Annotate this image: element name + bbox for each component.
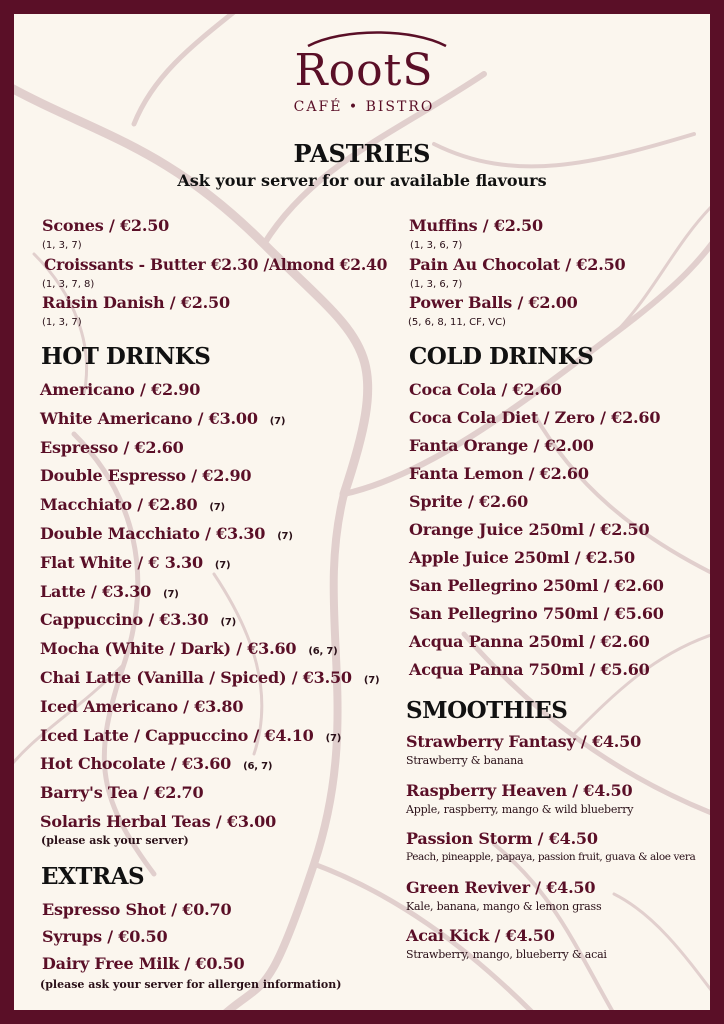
pastries-subtitle: Ask your server for our available flavours (177, 171, 547, 190)
smoothie-item (406, 926, 695, 975)
smoothie-name: Acai Kick / €4.50 (406, 926, 555, 945)
cold-drink-item: Coca Cola Diet / Zero / €2.60 (409, 408, 661, 427)
smoothie-item (406, 732, 695, 781)
smoothie-item (406, 878, 695, 927)
smoothie-item (406, 829, 695, 878)
extras-list (42, 900, 341, 991)
hot-drink-item: Chai Latte (Vanilla / Spiced) / €3.50 (7) (40, 667, 380, 687)
pastry-allergens: (1, 3, 7) (42, 317, 82, 328)
hot-drink-item: Double Macchiato / €3.30 (7) (40, 523, 293, 543)
cold-drink-item: Acqua Panna 250ml / €2.60 (409, 632, 650, 651)
hot-drinks-title: HOT DRINKS (41, 343, 211, 370)
extras-title: EXTRAS (41, 863, 145, 890)
extra-item: Dairy Free Milk / €0.50 (42, 954, 245, 973)
smoothie-name: Strawberry Fantasy / €4.50 (406, 732, 642, 751)
smoothies-title: SMOOTHIES (406, 697, 568, 724)
hot-drink-item: Latte / €3.30 (7) (40, 581, 179, 601)
extra-item: Syrups / €0.50 (42, 927, 168, 946)
smoothie-description: Kale, banana, mango & lemon grass (406, 899, 602, 913)
logo-wordmark: RootS (294, 45, 434, 96)
pastry-item: Raisin Danish / €2.50 (42, 293, 230, 312)
smoothie-item (406, 781, 695, 830)
cold-drink-item: Apple Juice 250ml / €2.50 (409, 548, 635, 567)
smoothie-name: Green Reviver / €4.50 (406, 877, 596, 897)
hot-drinks-note: (please ask your server) (41, 833, 189, 847)
hot-drink-item: White Americano / €3.00 (7) (40, 408, 286, 428)
pastry-item: Muffins / €2.50 (409, 216, 543, 235)
hot-drink-item: Iced Latte / Cappuccino / €4.10 (7) (40, 725, 342, 745)
hot-drink-item: Solaris Herbal Teas / €3.00 (40, 811, 276, 831)
hot-drink-item: Mocha (White / Dark) / €3.60 (6, 7) (40, 639, 338, 659)
hot-drink-item: Flat White / € 3.30 (7) (40, 552, 231, 572)
cold-drink-item: Fanta Orange / €2.00 (409, 436, 594, 455)
pastry-item: Pain Au Chocolat / €2.50 (409, 255, 626, 274)
extra-item: Espresso Shot / €0.70 (42, 900, 232, 919)
cold-drink-item: Fanta Lemon / €2.60 (409, 464, 589, 483)
pastry-allergens: (5, 6, 8, 11, CF, VC) (408, 317, 506, 328)
smoothies-list (406, 732, 695, 975)
hot-drink-item: Espresso / €2.60 (40, 437, 184, 457)
cold-drink-item: Sprite / €2.60 (409, 492, 529, 511)
pastry-allergens: (1, 3, 7) (42, 240, 82, 251)
logo-tagline: CAFÉ • BISTRO (293, 99, 435, 115)
pastry-item: Power Balls / €2.00 (409, 293, 578, 312)
cold-drinks-title: COLD DRINKS (409, 343, 594, 370)
hot-drink-item: Iced Americano / €3.80 (40, 696, 244, 716)
pastry-allergens: (1, 3, 6, 7) (410, 240, 463, 251)
cold-drink-item: San Pellegrino 750ml / €5.60 (409, 604, 664, 623)
cold-drink-item: Orange Juice 250ml / €2.50 (409, 520, 650, 539)
extras-note: (please ask your server for allergen information) (40, 978, 342, 991)
hot-drink-item: Hot Chocolate / €3.60 (6, 7) (40, 754, 273, 774)
smoothie-description: Strawberry & banana (406, 754, 524, 767)
menu-page (14, 14, 710, 1010)
hot-drinks-list (40, 380, 379, 847)
hot-drink-item: Americano / €2.90 (40, 380, 201, 399)
hot-drink-item: Cappuccino / €3.30 (7) (40, 610, 236, 630)
smoothie-description: Strawberry, mango, blueberry & acai (406, 948, 607, 961)
pastry-item: Scones / €2.50 (42, 216, 170, 235)
hot-drink-item: Barry's Tea / €2.70 (40, 783, 204, 803)
cold-drink-item: San Pellegrino 250ml / €2.60 (409, 576, 664, 595)
smoothie-description: Peach, pineapple, papaya, passion fruit, guava & aloe vera (406, 851, 696, 863)
pastry-item: Croissants - Butter €2.30 /Almond €2.40 (44, 255, 388, 274)
smoothie-name: Raspberry Heaven / €4.50 (406, 780, 633, 800)
cold-drinks-list (409, 380, 664, 688)
hot-drink-item: Macchiato / €2.80 (7) (40, 495, 225, 515)
hot-drink-item: Double Espresso / €2.90 (40, 466, 252, 486)
cold-drink-item: Acqua Panna 750ml / €5.60 (409, 660, 650, 679)
smoothie-description: Apple, raspberry, mango & wild blueberry (406, 802, 634, 816)
pastries-title: PASTRIES (293, 139, 431, 168)
pastry-allergens: (1, 3, 7, 8) (42, 279, 95, 290)
pastry-allergens: (1, 3, 6, 7) (410, 279, 463, 290)
cold-drink-item: Coca Cola / €2.60 (409, 380, 562, 399)
smoothie-name: Passion Storm / €4.50 (406, 829, 598, 848)
